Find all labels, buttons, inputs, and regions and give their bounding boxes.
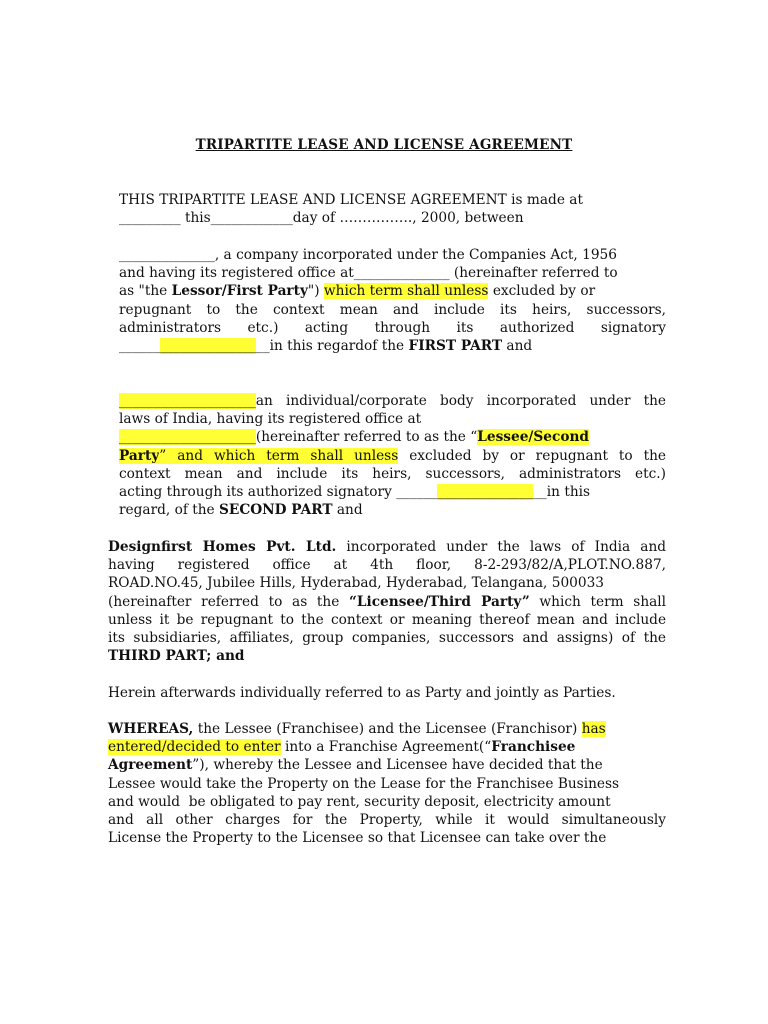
text-line: entered/decided to enter into a Franchise Agreement(“Franchisee [108,739,576,756]
text-line: ____________________an individual/corporate body incorporated under the [119,393,667,409]
document-title: TRIPARTITE LEASE AND LICENSE AGREEMENT [195,137,573,153]
company-name: Designfirst Homes Pvt. Ltd. [108,539,337,555]
text-line: _________ this____________day of ……………., 2000, between [119,210,524,227]
opening-paragraph [119,191,666,227]
highlighted-blank: ______________ [160,338,256,355]
licensee-paragraph [108,538,666,665]
highlighted-blank: ____________________ [119,393,256,409]
text-line: its subsidiaries, affiliates, group companies, successors and assigns) of the [108,630,667,647]
text-line: context mean and include its heirs, successors, administrators etc.) [119,465,666,482]
highlighted-blank: ______________ [437,484,534,501]
lessee-party-label: Lessee/Second [477,429,590,446]
lessee-paragraph [119,392,666,519]
text-line: ______________________in this regardof the FIRST PART and [119,338,533,355]
text-line: and would be obligated to pay rent, security deposit, electricity amount [108,793,611,810]
text-line: acting through its authorized signatory ______________________in this [119,484,591,501]
text-line: ROAD.NO.45, Jubilee Hills, Hyderabad, Hyderabad, Telangana, 500033 [108,575,605,592]
parties-paragraph [108,684,666,702]
text-line: License the Property to the Licensee so that Licensee can take over the [108,830,607,847]
text-line: Designfirst Homes Pvt. Ltd. incorporated under the laws of India and [108,539,667,555]
text-line: ______________, a company incorporated under the Companies Act, 1956 [119,247,617,263]
text-line: repugnant to the context mean and include its heirs, successors, [119,301,667,318]
licensee-party-label: “Licensee/Third Party” [349,593,530,610]
highlighted-text: entered/decided to enter [108,739,281,756]
text-line: Lessee would take the Property on the Lease for the Franchisee Business [108,775,620,792]
text-line: and all other charges for the Property, while it would simultaneously [108,812,667,829]
text-line: as "the Lessor/First Party") which term shall unless excluded by or [119,283,596,300]
highlighted-text: which term shall unless [323,283,489,300]
lessor-party-label: Lessor/First Party [171,283,308,300]
highlighted-blank: ____________________ [119,429,256,446]
text-line: ____________________(hereinafter referred to as the “Lessee/Second [119,429,590,446]
text-line: Agreement”), whereby the Lessee and Licensee have decided that the [108,757,603,774]
text-line: THIRD PART; and [108,648,245,665]
highlighted-text: ” and which term shall unless [159,447,399,464]
text-line: regard, of the SECOND PART and [119,502,363,519]
text-line: THIS TRIPARTITE LEASE AND LICENSE AGREEMENT is made at [119,192,583,208]
text-line: WHEREAS, the Lessee (Franchisee) and the Licensee (Franchisor) has [108,721,606,737]
whereas-paragraph [108,720,666,847]
text-line: laws of India, having its registered office at [119,411,422,428]
lessor-paragraph [119,246,666,355]
text-line: unless it be repugnant to the context or meaning thereof mean and include [108,611,667,628]
text-line: (hereinafter referred to as the “Licensee/Third Party” which term shall [108,593,667,610]
text-line: having registered office at 4th floor, 8-2-293/82/A,PLOT.NO.887, [108,557,667,574]
text-line: and having its registered office at______________ (hereinafter referred to [119,265,618,282]
text-line: administrators etc.) acting through its authorized signatory [119,319,666,336]
text-line: Party” and which term shall unless excluded by or repugnant to the [119,447,667,464]
highlighted-text: has [581,721,606,737]
text-line: Herein afterwards individually referred to as Party and jointly as Parties. [108,685,616,701]
